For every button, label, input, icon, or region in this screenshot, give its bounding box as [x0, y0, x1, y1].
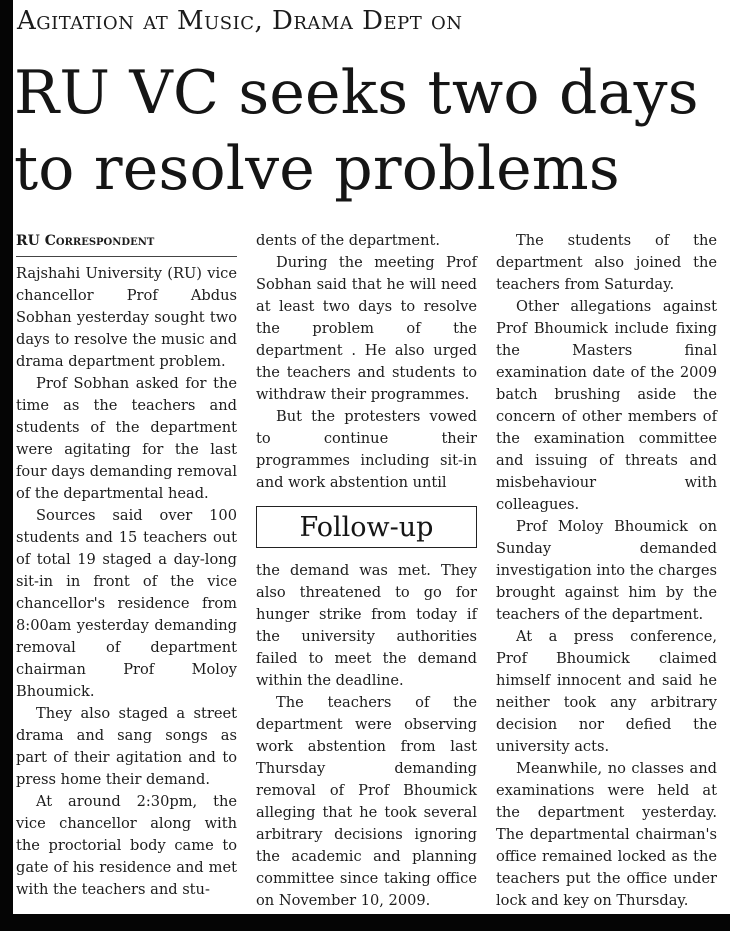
paragraph: The teachers of the department were observing work abstention from last Thursday demanding removal of Prof Bhoumick alleging that he took several arbitrary decisions ignoring the academic and planning committee since taking office on November 10, 2009. — [256, 694, 477, 909]
left-border — [0, 0, 13, 931]
paragraph: Other allegations against Prof Bhoumick include fixing the Masters final examination date of the 2009 batch brushing aside the concern of other members of the examination committee and issuing of threats and misbehaviour with colleagues. — [496, 298, 717, 513]
paragraph: Sources said over 100 students and 15 teachers out of total 19 staged a day-long sit-in in front of the vice chancellor's residence from 8:00am yesterday demanding removal of department chairman Prof Moloy Bhoumick. — [16, 507, 237, 700]
paragraph: dents of the department. — [256, 232, 440, 249]
kicker: Agitation at Music, Drama Dept on — [17, 6, 463, 36]
paragraph: They also staged a street drama and sang songs as part of their agitation and to press home their demand. — [16, 705, 237, 788]
bottom-border — [0, 914, 730, 931]
column-3 — [496, 230, 717, 912]
column-1 — [16, 230, 237, 901]
paragraph: At a press conference, Prof Bhoumick claimed himself innocent and said he neither took any arbitrary decision nor defied the university acts. — [496, 628, 717, 755]
paragraph: Prof Sobhan asked for the time as the teachers and students of the department were agitating for the last four days demanding removal of the departmental head. — [16, 375, 237, 502]
headline-line-1: RU VC seeks two days — [14, 58, 699, 128]
follow-up-label: Follow-up — [256, 506, 477, 548]
headline — [14, 55, 726, 207]
paragraph: Rajshahi University (RU) vice chancellor Prof Abdus Sobhan yesterday sought two days to resolve the music and drama department problem. — [16, 265, 237, 370]
paragraph: Prof Moloy Bhoumick on Sunday demanded investigation into the charges brought against him by the teachers of the department. — [496, 518, 717, 623]
paragraph: the demand was met. They also threatened to go for hunger strike from today if the university authorities failed to meet the demand within the deadline. — [256, 562, 477, 689]
paragraph: Meanwhile, no classes and examinations were held at the department yesterday. The departmental chairman's office remained locked as the teachers put the office under lock and key on Thursday. — [496, 760, 717, 909]
paragraph: The students of the department also joined the teachers from Saturday. — [496, 232, 717, 293]
column-2 — [256, 230, 477, 912]
paragraph: During the meeting Prof Sobhan said that he will need at least two days to resolve the problem of the department . He also urged the teachers and students to withdraw their programmes. — [256, 254, 477, 403]
byline: RU Correspondent — [16, 230, 237, 257]
paragraph: At around 2:30pm, the vice chancellor along with the proctorial body came to gate of his residence and met with the teachers and stu- — [16, 793, 237, 898]
headline-line-2: to resolve problems — [14, 134, 620, 204]
paragraph: But the protesters vowed to continue their programmes including sit-in and work abstention until — [256, 408, 477, 491]
